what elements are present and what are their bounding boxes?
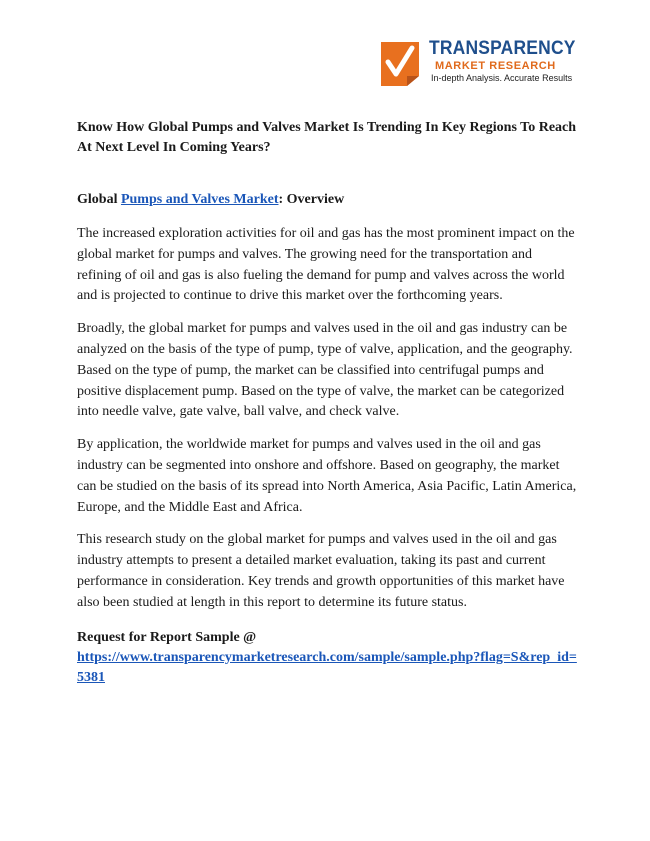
logo-tagline: In-depth Analysis. Accurate Results: [431, 73, 573, 83]
logo-brand: TRANSPARENCY: [429, 38, 576, 59]
paragraph-3: By application, the worldwide market for pumps and valves used in the oil and gas industry can be segmented into onshore and offshore. Based on geography, the market can be studied on the basis of its spread into North America, Asia Pacific, Latin America, Europe, and the Middle East and Africa.: [77, 437, 577, 515]
paragraph-4: This research study on the global market for pumps and valves used in the oil and gas industry attempts to present a detailed market evaluation, taking its past and current performance in consideration. Key trends and growth opportunities of this market have also been studied at length in this report to determine its future status.: [77, 532, 565, 610]
document-body: [77, 118, 577, 688]
overview-prefix: Global: [77, 192, 121, 207]
paragraph-2: Broadly, the global market for pumps and valves used in the oil and gas industry can be analyzed on the basis of the type of pump, type of valve, application, and the geography. Based on the type of pump, the market can be classified into centrifugal pumps and positive displacement pump. Based on the type of valve, the market can be categorized into needle valve, gate valve, ball valve, and check valve.: [77, 321, 573, 420]
document-title: Know How Global Pumps and Valves Market Is Trending In Key Regions To Reach At Next Level In Coming Years?: [77, 120, 577, 155]
pumps-valves-market-link[interactable]: Pumps and Valves Market: [120, 192, 279, 207]
request-sample-label: Request for Report Sample @: [77, 629, 257, 645]
request-sample-link[interactable]: https://www.transparencymarketresearch.com/sample/sample.php?flag=S&rep_id=5381: [77, 649, 577, 685]
overview-heading: [77, 190, 577, 210]
company-logo: [377, 38, 577, 94]
overview-suffix: : Overview: [278, 192, 345, 207]
logo-mark-icon: [377, 40, 423, 88]
logo-subtitle: MARKET RESEARCH: [435, 60, 556, 72]
paragraph-1: The increased exploration activities for oil and gas has the most prominent impact on the global market for pumps and valves. The growing need for the transportation and refining of oil and gas is also fueling the demand for pump and valves across the world and is projected to continue to drive this market over the forthcoming years.: [77, 226, 575, 304]
logo-text: [429, 38, 579, 84]
